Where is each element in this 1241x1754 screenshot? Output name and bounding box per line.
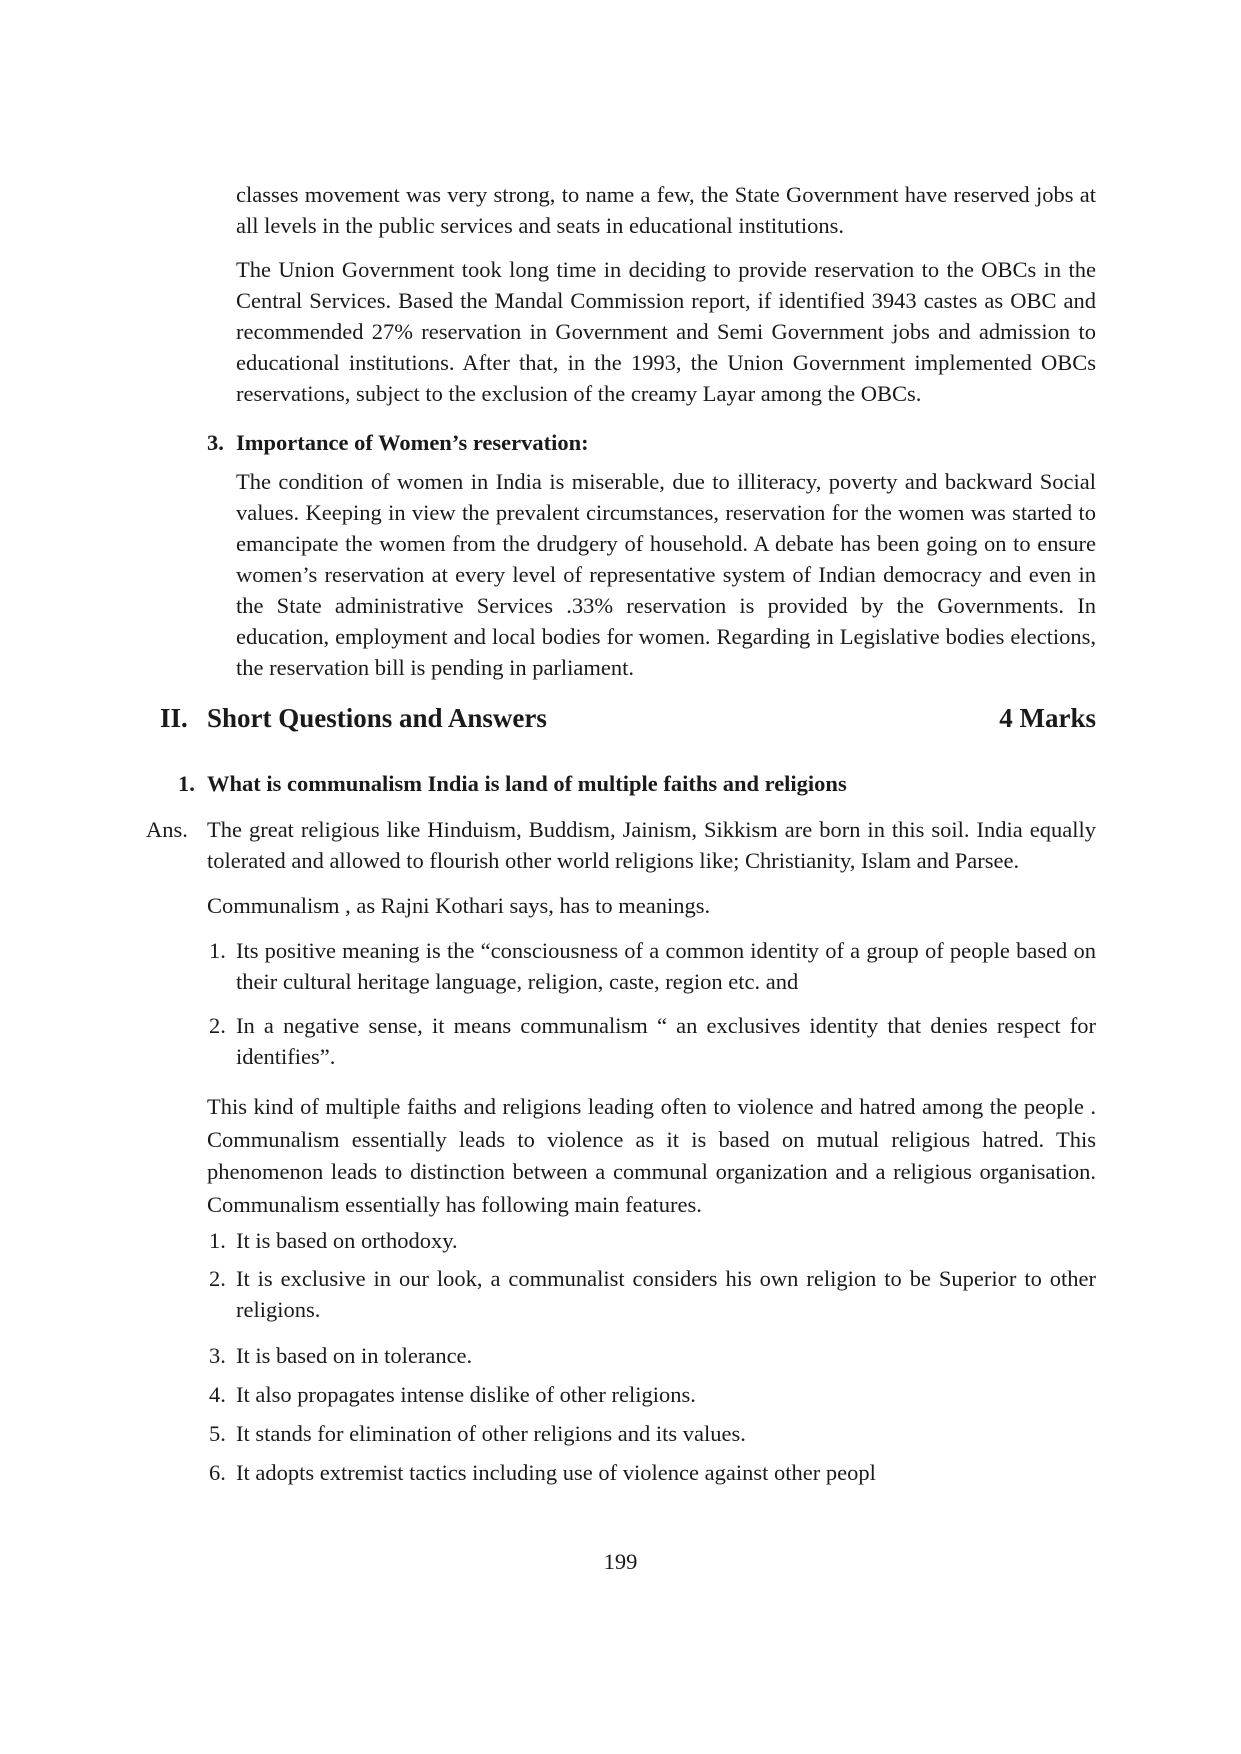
women-section-heading (207, 427, 1096, 458)
meaning-number: 1. (209, 938, 226, 963)
women-section-number: 3. (207, 430, 224, 455)
question-number: 1. (178, 771, 195, 796)
feature-number: 6. (209, 1460, 226, 1485)
feature-text: It adopts extremist tactics including use of violence against other peopl (236, 1460, 876, 1485)
question-heading (178, 768, 1096, 799)
feature-text: It is based on orthodoxy. (236, 1228, 458, 1253)
feature-text: It is exclusive in our look, a communalist considers his own religion to be Superior to other religions. (236, 1266, 1096, 1322)
features-intro: This kind of multiple faiths and religions leading often to violence and hatred among the people . Communalism essentially leads to violence as it is based on mutual religious hatred. This phenomenon leads to distinction between a communal organization and a religious organisation. Communalism essentially has following main features. (207, 1094, 1096, 1217)
meaning-text: In a negative sense, it means communalism “ an exclusives identity that denies respect for identifies”. (236, 1013, 1096, 1069)
question-text: What is communalism India is land of multiple faiths and religions (207, 771, 847, 796)
feature-number: 3. (209, 1343, 226, 1368)
feature-number: 1. (209, 1228, 226, 1253)
feature-text: It stands for elimination of other religions and its values. (236, 1421, 746, 1446)
meaning-text: Its positive meaning is the “consciousness of a common identity of a group of people based on their cultural heritage language, religion, caste, region etc. and (236, 938, 1096, 994)
meanings-intro: Communalism , as Rajni Kothari says, has to meanings. (207, 893, 711, 918)
answer-opening: The great religious like Hinduism, Buddism, Jainism, Sikkism are born in this soil. India equally tolerated and allowed to flourish other world religions like; Christianity, Islam and Parsee. (207, 817, 1096, 873)
meaning-number: 2. (209, 1013, 226, 1038)
women-section-body: The condition of women in India is miserable, due to illiteracy, poverty and backward Social values. Keeping in view the prevalent circumstances, reservation for the women was started to emancipate the women from the drudgery of household. A debate has been going on to ensure women’s reservation at every level of representative system of Indian democracy and even in the State administrative Services .33% reservation is provided by the Governments. In education, employment and local bodies for women. Regarding in Legislative bodies elections, the reservation bill is pending in parliament. (236, 469, 1096, 680)
section-title: Short Questions and Answers (207, 703, 547, 733)
feature-text: It also propagates intense dislike of other religions. (236, 1382, 696, 1407)
answer-label: Ans. (146, 817, 188, 842)
feature-number: 2. (209, 1266, 226, 1291)
page-number: 199 (603, 1549, 638, 1574)
feature-number: 4. (209, 1382, 226, 1407)
feature-number: 5. (209, 1421, 226, 1446)
intro-paragraph-2: The Union Government took long time in deciding to provide reservation to the OBCs in the Central Services. Based the Mandal Commission report, if identified 3943 castes as OBC and recommended 27% reservation in Government and Semi Government jobs and admission to educational institutions. After that, in the 1993, the Union Government implemented OBCs reservations, subject to the exclusion of the creamy Layar among the OBCs. (236, 257, 1096, 406)
women-section-title: Importance of Women’s reservation: (236, 430, 589, 455)
section-numeral: II. (160, 703, 188, 733)
intro-paragraph-1: classes movement was very strong, to name a few, the State Government have reserved jobs at all levels in the public services and seats in educational institutions. (236, 182, 1096, 238)
section-marks: 4 Marks (999, 703, 1096, 733)
feature-text: It is based on in tolerance. (236, 1343, 473, 1368)
section-heading (160, 701, 1096, 735)
